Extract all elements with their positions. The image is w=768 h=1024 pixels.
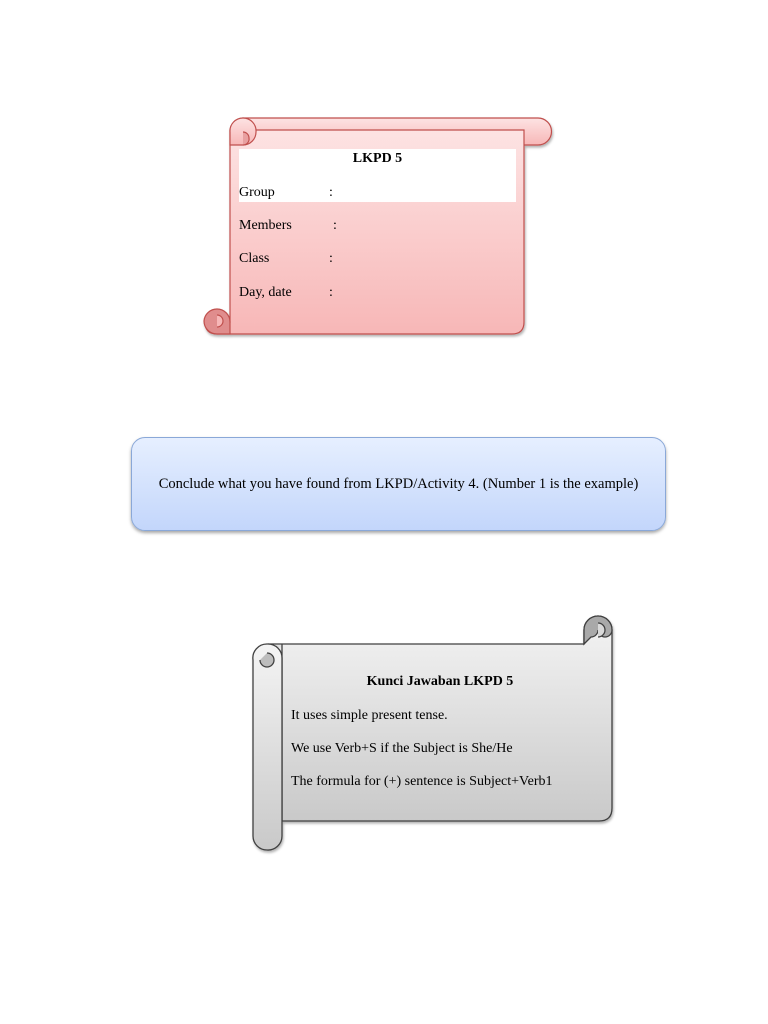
answer-line-3: The formula for (+) sentence is Subject+Verb1: [291, 774, 553, 789]
field-day-date-label: Day, date: [239, 285, 292, 300]
instruction-text: Conclude what you have found from LKPD/Activity 4. (Number 1 is the example): [158, 475, 639, 492]
field-group-separator: :: [329, 185, 333, 200]
answer-line-2: We use Verb+S if the Subject is She/He: [291, 741, 513, 756]
field-group-label: Group: [239, 185, 275, 200]
answer-title: Kunci Jawaban LKPD 5: [366, 674, 514, 689]
identity-title: LKPD 5: [352, 151, 403, 166]
field-class-separator: :: [329, 251, 333, 266]
field-members-separator: :: [333, 218, 337, 233]
field-members-label: Members: [239, 218, 292, 233]
field-day-date-separator: :: [329, 285, 333, 300]
answer-line-1: It uses simple present tense.: [291, 708, 448, 723]
field-class-label: Class: [239, 251, 270, 266]
